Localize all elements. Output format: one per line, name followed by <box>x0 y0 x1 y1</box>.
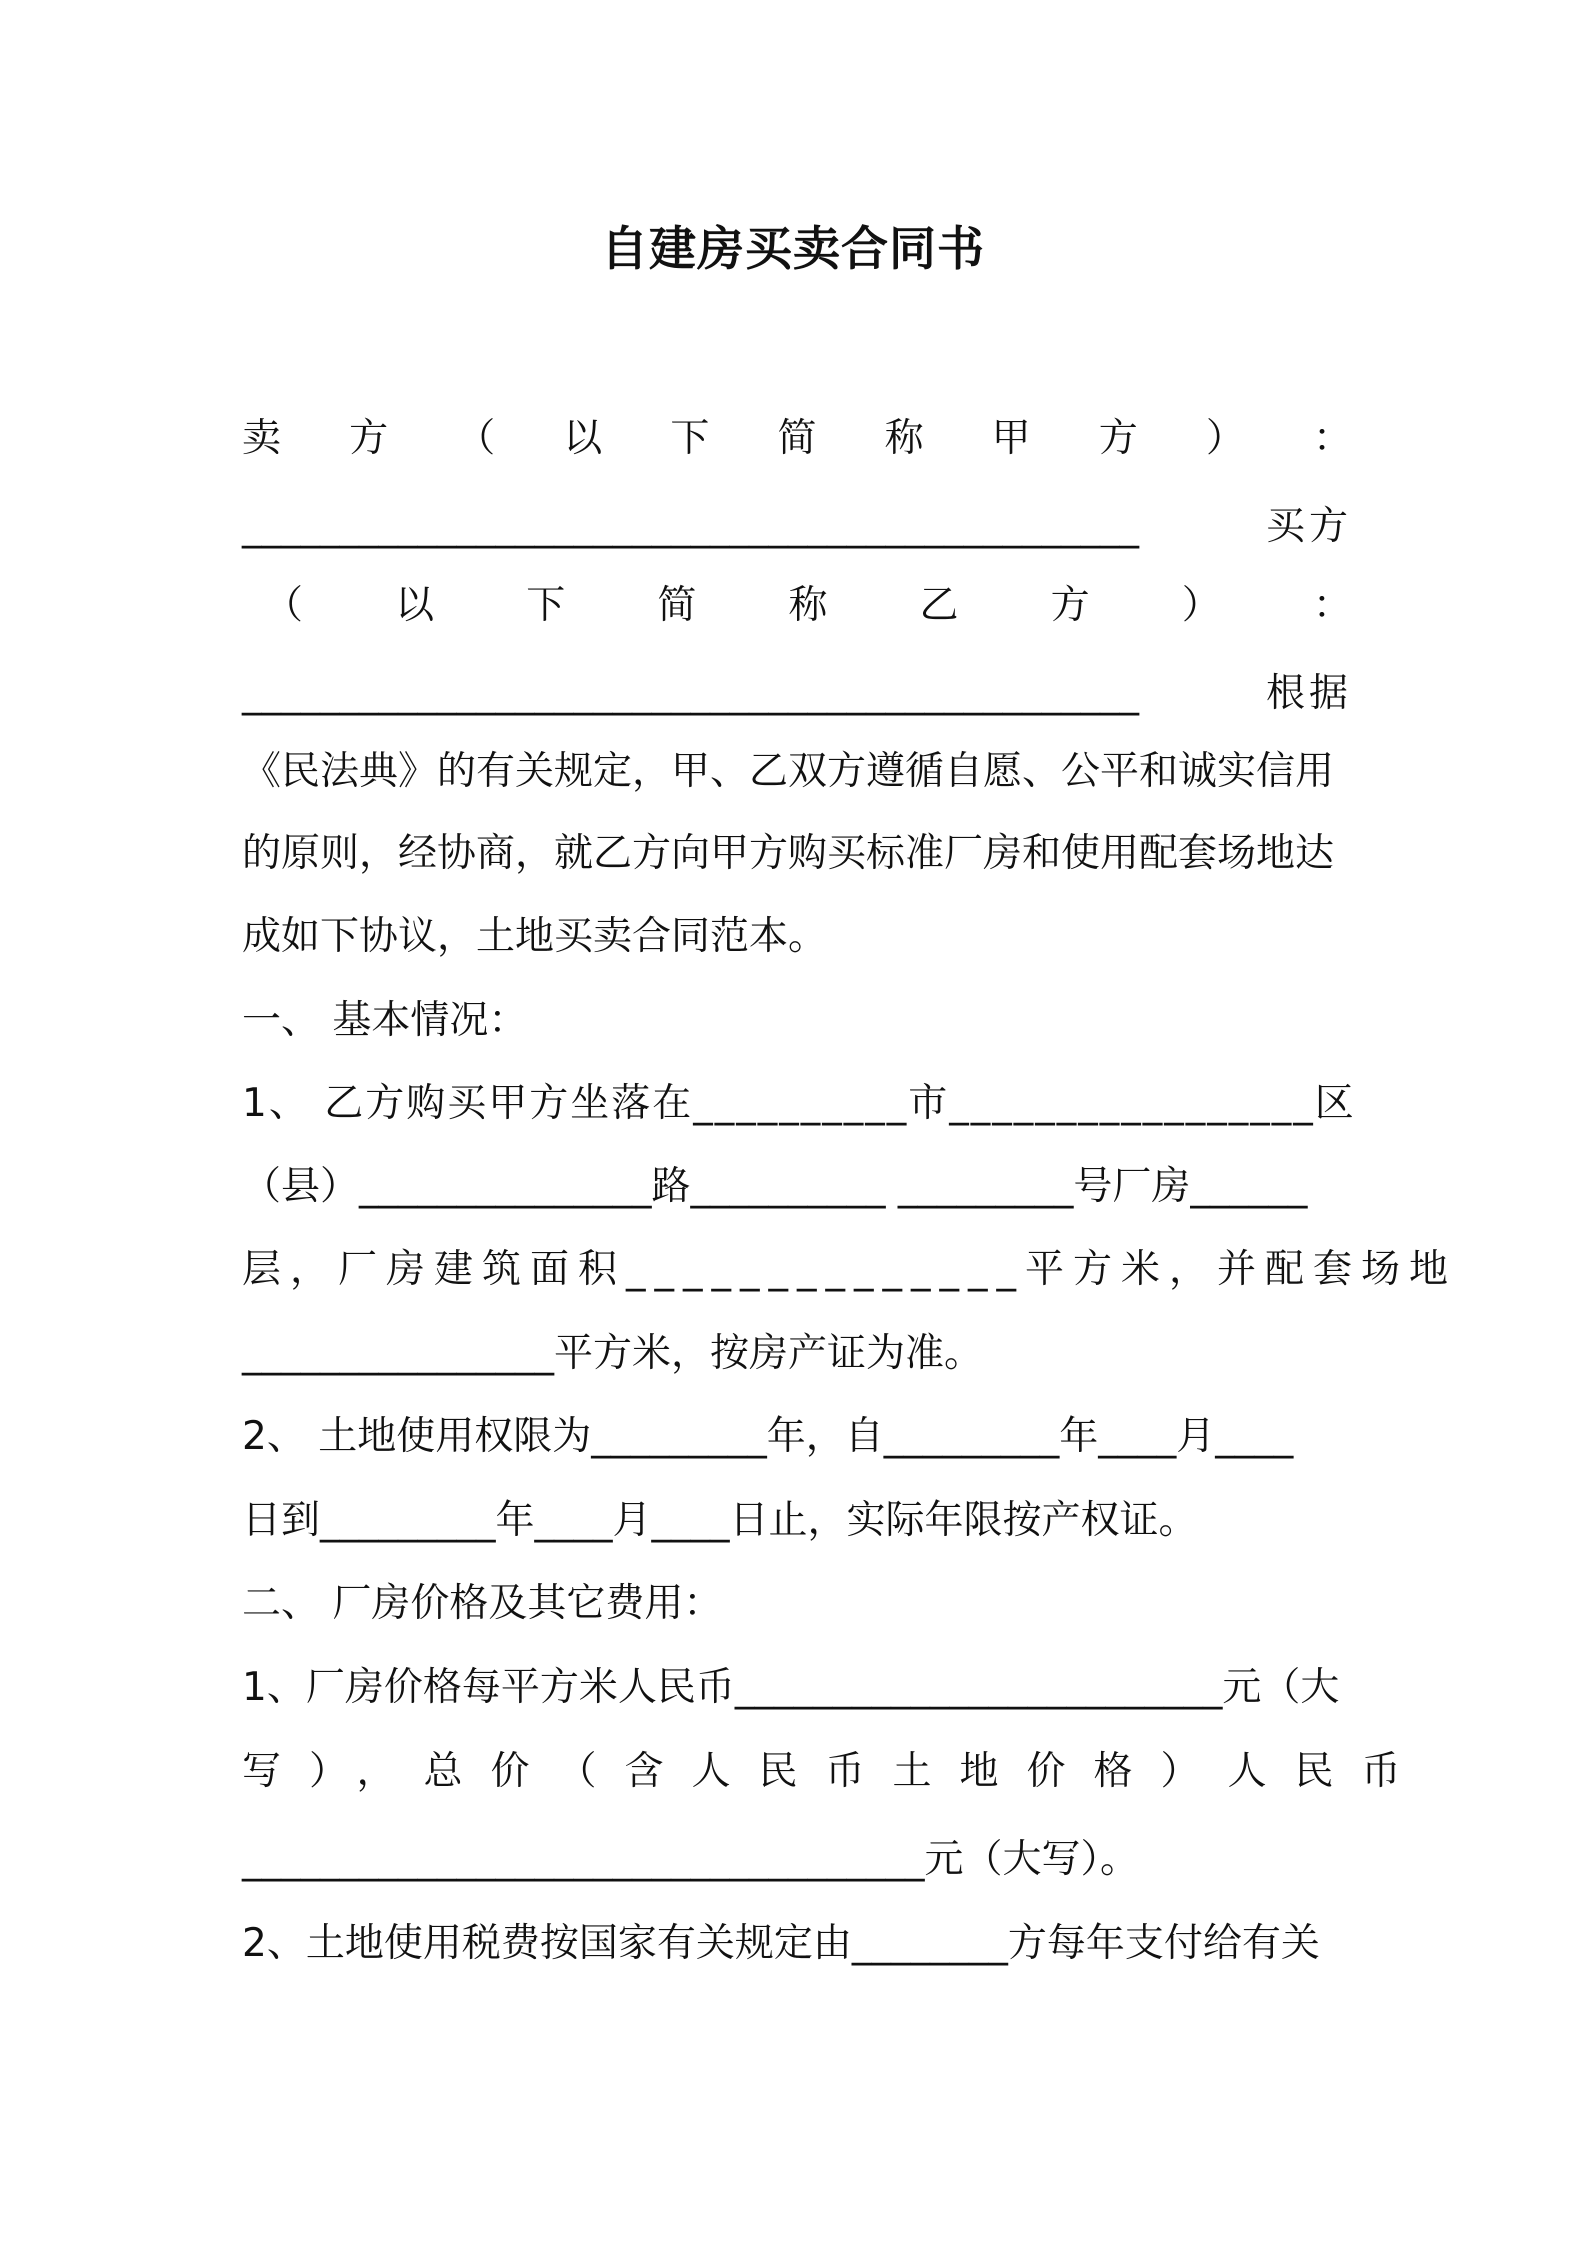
intro-line-3: 成如下协议，土地买卖合同范本。 <box>242 914 828 959</box>
clause-1-1: 1、 乙方购买甲方坐落在__________市_________________区 <box>242 1081 1356 1126</box>
clause-1-6: 日到_________年____月____日止，实际年限按产权证。 <box>242 1498 1198 1543</box>
clause-1-4: ________________平方米，按房产证为准。 <box>242 1331 984 1376</box>
clause-2-3: ___________________________________元（大写）。 <box>242 1837 1140 1882</box>
buyer-line: （ 以 下 简 称 乙 方 ） ： <box>264 583 1352 628</box>
buyer-name-blank: ______________________________________________ <box>242 671 1139 716</box>
seller-blank-row <box>242 503 1352 551</box>
section-heading-1: 一、 基本情况： <box>242 998 528 1043</box>
intro-line-1: 《民法典》的有关规定，甲、乙双方遵循自愿、公平和诚实信用 <box>242 749 1335 794</box>
seller-name-blank: ______________________________________________ <box>242 504 1139 549</box>
seller-line: 卖 方 （ 以 下 简 称 甲 方 ） ： <box>242 416 1352 461</box>
buyer-blank-row <box>242 670 1352 718</box>
section-heading-2: 二、 厂房价格及其它费用： <box>242 1581 723 1626</box>
clause-1-5: 2、 土地使用权限为_________年，自_________年____月____ <box>242 1414 1294 1459</box>
clause-2-1: 1、厂房价格每平方米人民币_________________________元（大 <box>242 1665 1340 1710</box>
basis-label: 根据 <box>1265 671 1352 716</box>
clause-1-2: （县）_______________路__________ _________号厂房______ <box>242 1164 1308 1209</box>
intro-line-2: 的原则，经协商，就乙方向甲方购买标准厂房和使用配套场地达 <box>242 831 1335 876</box>
clause-1-3: 层，厂房建筑面积______________平方米，并配套场地 <box>242 1247 1458 1292</box>
document-title: 自建房买卖合同书 <box>601 222 985 277</box>
clause-2-2: 写），总价（含人民币土地价格）人民币 <box>242 1749 1429 1794</box>
clause-2-4: 2、土地使用税费按国家有关规定由________方每年支付给有关 <box>242 1921 1320 1966</box>
buyer-label: 买方 <box>1265 504 1352 549</box>
